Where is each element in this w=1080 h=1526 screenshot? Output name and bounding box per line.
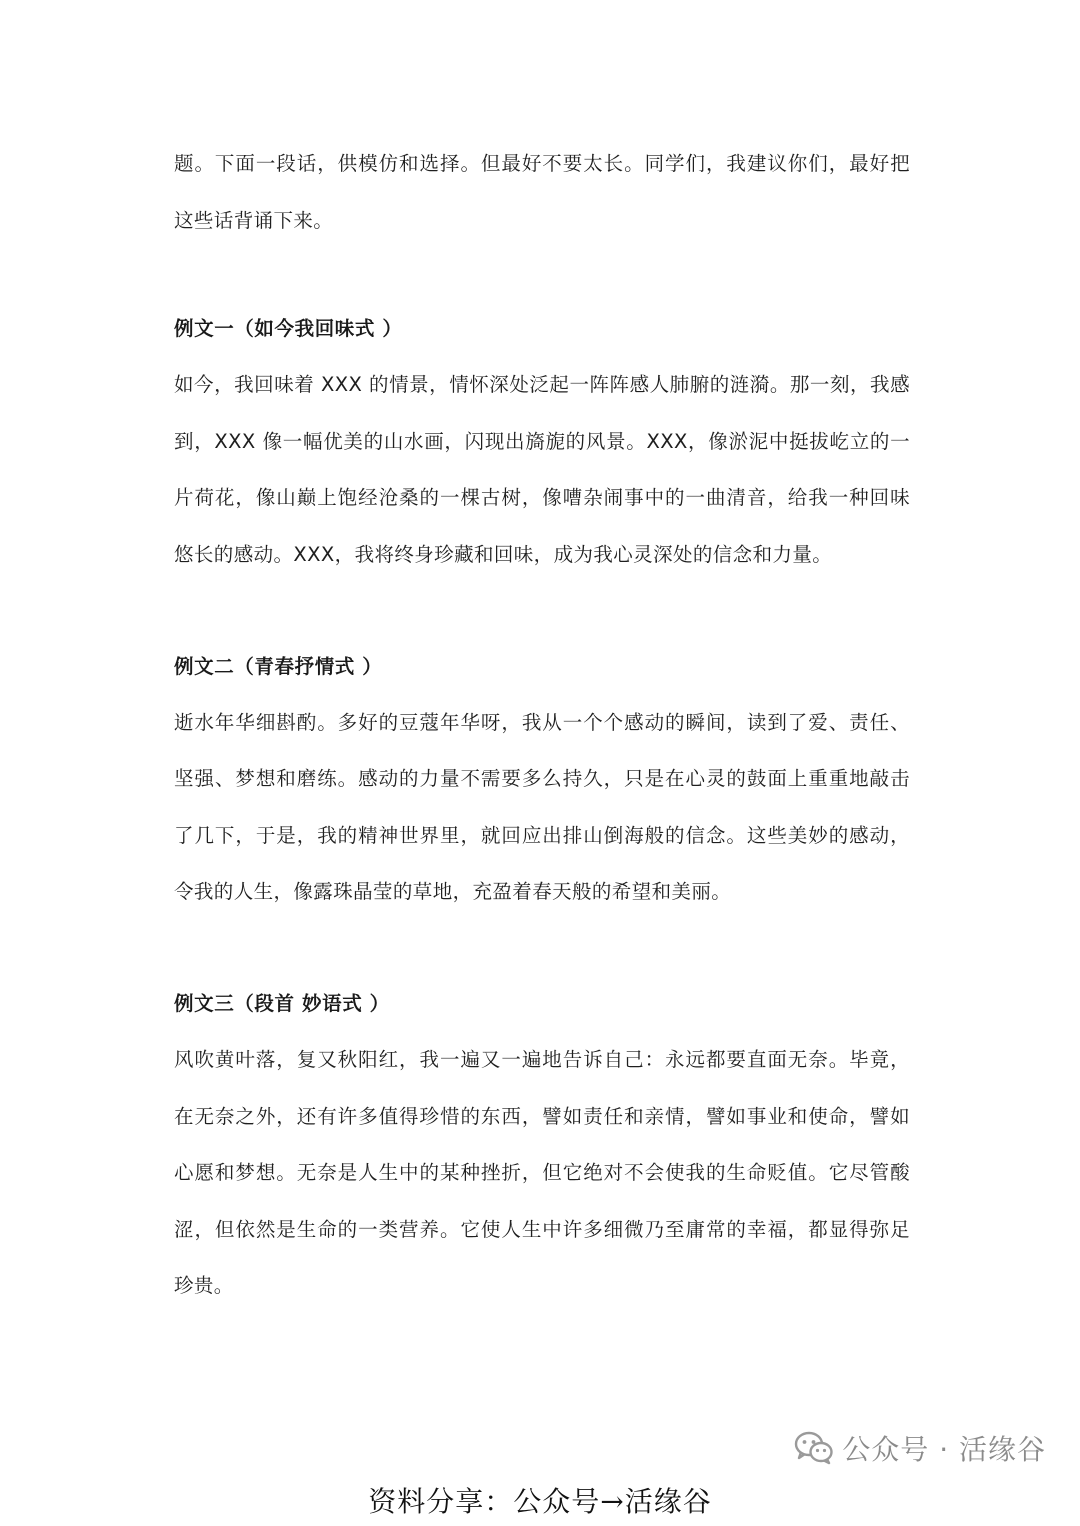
watermark-text: 公众号 · 活缘谷 — [842, 1433, 1046, 1466]
wechat-icon — [794, 1431, 834, 1465]
watermark — [794, 1428, 1046, 1468]
example-3-title: 例文三（段首 妙语式 ） — [174, 991, 390, 1015]
example-2-body: 逝水年华细斟酌。多好的豆蔻年华呀，我从一个个感动的瞬间，读到了爱、责任、坚强、梦想和磨练。感动的力量不需要多么持久，只是在心灵的鼓面上重重地敲击了几下，于是，我的精神世界里，就回应出排山倒海般的信念。这些美妙的感动，令我的人生，像露珠晶莹的草地，充盈着春天般的希望和美丽。 — [174, 710, 910, 904]
document-body — [174, 136, 910, 1315]
footer-share-text: 资料分享：公众号→活缘谷 — [368, 1485, 712, 1518]
example-3-body: 风吹黄叶落，复又秋阳红，我一遍又一遍地告诉自己：永远都要直面无奈。毕竟，在无奈之外，还有许多值得珍惜的东西，譬如责任和亲情，譬如事业和使命，譬如心愿和梦想。无奈是人生中的某种挫折，但它绝对不会使我的生命贬值。它尽管酸涩，但依然是生命的一类营养。它使人生中许多细微乃至庸常的幸福，都显得弥足珍贵。 — [174, 1047, 910, 1298]
example-1-title: 例文一（如今我回味式 ） — [174, 317, 403, 341]
intro-paragraph: 题。下面一段话，供模仿和选择。但最好不要太长。同学们，我建议你们，最好把这些话背诵下来。 — [174, 152, 910, 232]
example-2-title: 例文二（青春抒情式 ） — [174, 654, 383, 678]
example-1-body: 如今，我回味着 XXX 的情景，情怀深处泛起一阵阵感人肺腑的涟漪。那一刻，我感到，XXX 像一幅优美的山水画，闪现出旖旎的风景。XXX，像淤泥中挺拔屹立的一片荷花，像山巅上饱经沧桑的一棵古树，像嘈杂闹事中的一曲清音，给我一种回味悠长的感动。XXX，我将终身珍藏和回味，成为我心灵深处的信念和力量。 — [174, 373, 910, 566]
